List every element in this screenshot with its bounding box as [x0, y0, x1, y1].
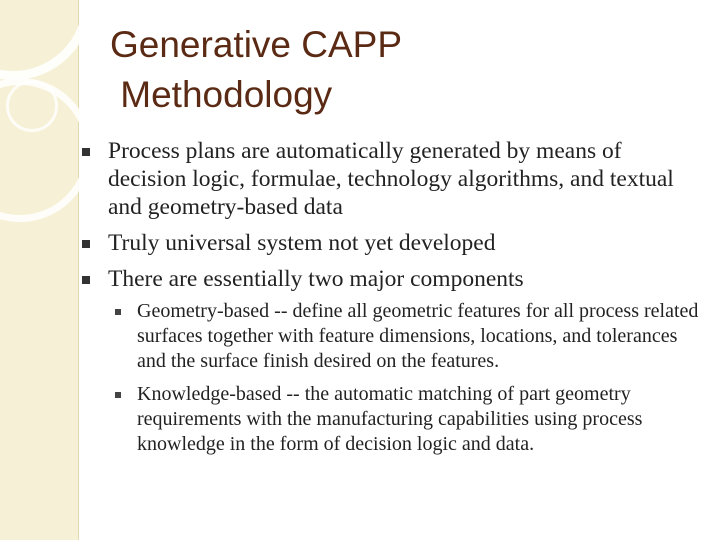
decorative-circle	[6, 80, 58, 132]
decorative-left-band	[0, 0, 79, 540]
bullet-text: Process plans are automatically generated by means of decision logic, formulae, technology algorithms, and textual and geometry-based data	[108, 138, 674, 220]
slide-title-line-2: Methodology	[110, 74, 333, 115]
square-bullet-icon	[82, 240, 90, 248]
decorative-circle	[0, 0, 92, 80]
bullet-item	[80, 229, 705, 257]
sub-bullet-item	[108, 382, 705, 457]
bullet-list	[80, 137, 705, 465]
square-sub-bullet-icon	[115, 392, 121, 398]
slide-title-line-1: Generative CAPP	[110, 24, 403, 65]
bullet-text: Truly universal system not yet developed	[108, 230, 496, 256]
square-bullet-icon	[82, 148, 90, 156]
bullet-item	[80, 137, 705, 221]
sub-bullet-item	[108, 299, 705, 374]
bullet-text: There are essentially two major components	[108, 266, 524, 292]
bullet-item	[80, 265, 705, 457]
sub-bullet-text: Knowledge-based -- the automatic matching of part geometry requirements with the manufacturing capabilities using process knowledge in the form of decision logic and data.	[137, 383, 643, 455]
sub-bullet-text: Geometry-based -- define all geometric features for all process related surfaces together with feature dimensions, locations, and tolerances and the surface finish desired on the features.	[137, 300, 699, 372]
square-sub-bullet-icon	[115, 309, 121, 315]
sub-bullet-list	[108, 299, 705, 457]
square-bullet-icon	[82, 276, 90, 284]
slide-title	[110, 20, 670, 120]
